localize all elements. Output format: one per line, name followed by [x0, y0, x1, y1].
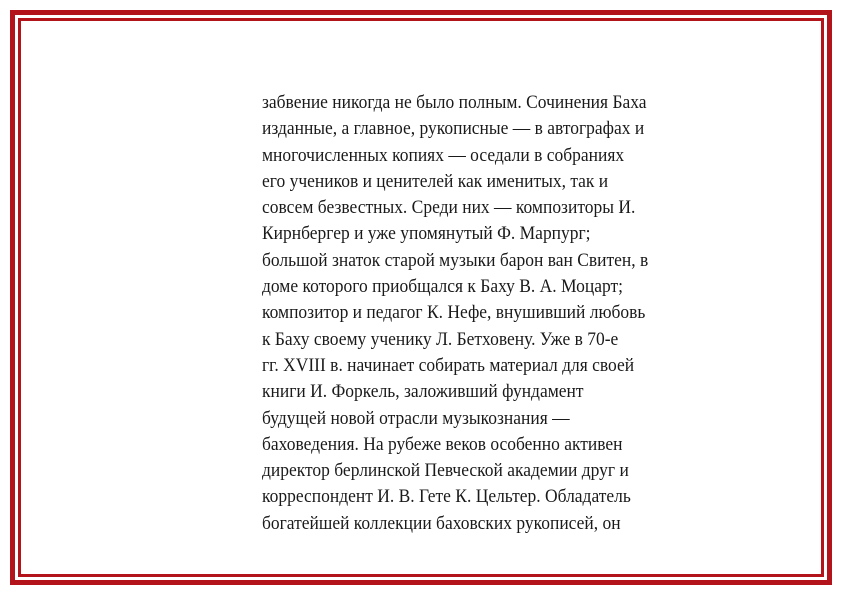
text-line: доме которого приобщался к Баху В. А. Моцарт; — [262, 276, 623, 298]
text-line: совсем безвестных. Среди них — композиторы И. — [262, 197, 636, 219]
text-line: будущей новой отрасли музыкознания — — [262, 407, 570, 429]
body-text — [262, 90, 722, 537]
text-line: гг. XVIII в. начинает собирать материал для своей — [262, 354, 635, 376]
text-line: Кирнбергер и уже упомянутый Ф. Марпург; — [262, 223, 591, 245]
text-line: его учеников и ценителей как именитых, так и — [262, 170, 609, 192]
text-line: баховедения. На рубеже веков особенно активен — [262, 433, 623, 455]
text-line: многочисленных копиях — оседали в собраниях — [262, 144, 625, 166]
text-line: книги И. Форкель, заложивший фундамент — [262, 381, 584, 403]
text-line: забвение никогда не было полным. Сочинения Баха — [262, 92, 647, 113]
text-line: богатейшей коллекции баховских рукописей, он — [262, 512, 621, 534]
text-line: большой знаток старой музыки барон ван Свитен, в — [262, 249, 649, 271]
text-line: к Баху своему ученику Л. Бетховену. Уже в 70-е — [262, 328, 619, 350]
text-line: директор берлинской Певческой академии друг и — [262, 460, 629, 482]
text-line: корреспондент И. В. Гете К. Цельтер. Обладатель — [262, 486, 631, 508]
text-line: изданные, а главное, рукописные — в автографах и — [262, 118, 645, 140]
text-line: композитор и педагог К. Нефе, внушивший любовь — [262, 302, 646, 324]
